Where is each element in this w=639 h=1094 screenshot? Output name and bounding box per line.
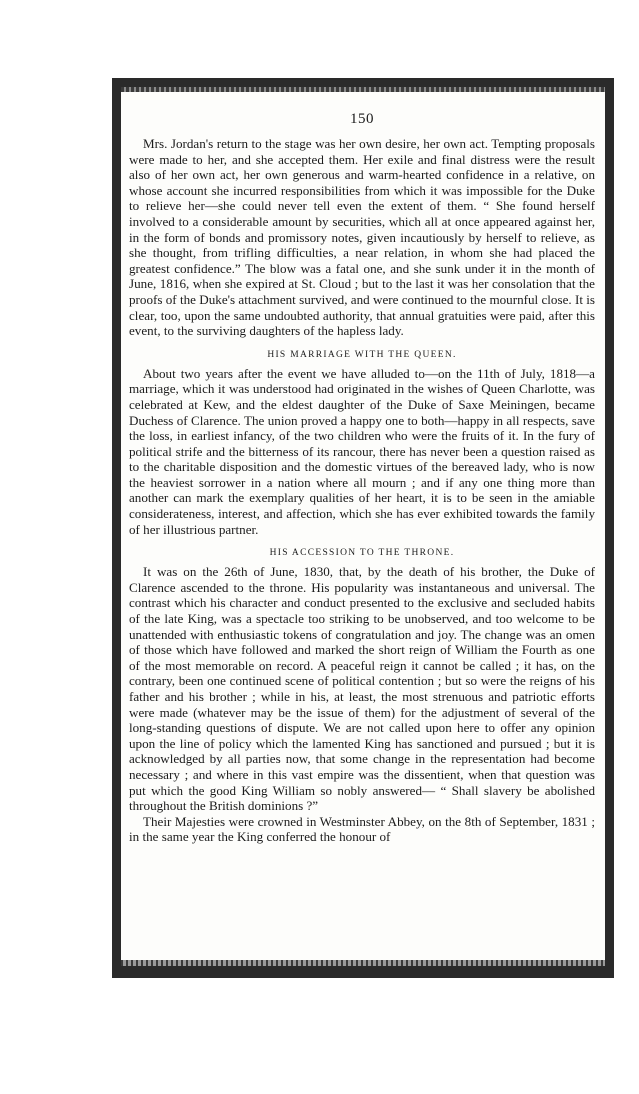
decorative-top-rule	[121, 87, 605, 92]
heading-accession: HIS ACCESSION TO THE THRONE.	[269, 548, 455, 559]
decorative-bottom-rule	[121, 960, 605, 966]
paragraph-accession: It was on the 26th of June, 1830, that, by the death of his brother, the Duke of Clarence ascended to the throne. His popularity was instantaneous and universal. The contrast which his character and conduct presented to the exclusive and secluded habits of the late King, was a spectacle too striking to be unobserved, and too welcome to be unattended with enthusiastic tokens of congratulation and joy. The change was an omen of those which have followed and marked the short reign of William the Fourth as one of the most memorable on record. A peaceful reign it cannot be called ; it has, on the contrary, been one continued scene of political contention ; but so were the reigns of his father and his brother ; while in his, at least, the most strenuous and patriotic efforts were made (whatever may be the issue of them) for the adjustment of several of the long-standing questions of dispute. We are not called upon here to offer any opinion upon the line of policy which the lamented King has sanctioned and pursued ; but it is acknowledged by all parties now, that some change in the representation had become necessary ; and where in this vast empire was the dissentient, when that question was put which the good King William so nobly answered— “ Shall slavery be abolished throughout the British dominions ?”	[129, 564, 595, 814]
paragraph-mrs-jordan: Mrs. Jordan's return to the stage was her own desire, her own act. Tempting proposals were made to her, and she accepted them. Her exile and final distress were the result also of her own act, her own generous and warm-hearted confidence in a relative, on whose account she incurred responsibilities from which it was impossible for the Duke to relieve her—she could never tell even the extent of them. “ She found herself involved to a considerable amount by securities, which all at once appeared against her, in the form of bonds and promissory notes, given incautiously by herself to relieve, as she thought, from trifling difficulties, a near relation, in whom she had placed the greatest confidence.” The blow was a fatal one, and she sunk under it in the month of June, 1816, when she expired at St. Cloud ; but to the last it was her consolation that the proofs of the Duke's attachment survived, and were continued to the mournful close. It is clear, too, upon the same undoubted authority, that annual gratuities were paid, after this event, to the surviving daughters of the hapless lady.	[129, 136, 595, 339]
paragraph-coronation: Their Majesties were crowned in Westminster Abbey, on the 8th of September, 1831 ; in the same year the King conferred the honour of	[129, 813, 595, 845]
page-border-frame	[112, 78, 614, 978]
page-number: 150	[350, 111, 374, 127]
paragraph-marriage: About two years after the event we have alluded to—on the 11th of July, 1818—a marriage, which it was understood had originated in the wishes of Queen Charlotte, was celebrated at Kew, and the eldest daughter of the Duke of Saxe Meiningen, became Duchess of Clarence. The union proved a happy one to both—happy in all respects, save the loss, in earliest infancy, of the two children who were the fruits of it. In the fury of political strife and the bitterness of its rancour, there has never been a question raised as to the charitable disposition and the domestic virtues of the bereaved lady, who is now the heaviest sorrower in a nation where all mourn ; and if any one thing more than another can mark the exemplary qualities of her heart, it is to be seen in the amiable considerateness, interest, and affection, which she has ever exhibited towards the family of her illustrious partner.	[129, 365, 595, 537]
page-content	[129, 111, 595, 845]
heading-marriage: HIS MARRIAGE WITH THE QUEEN.	[267, 349, 457, 360]
